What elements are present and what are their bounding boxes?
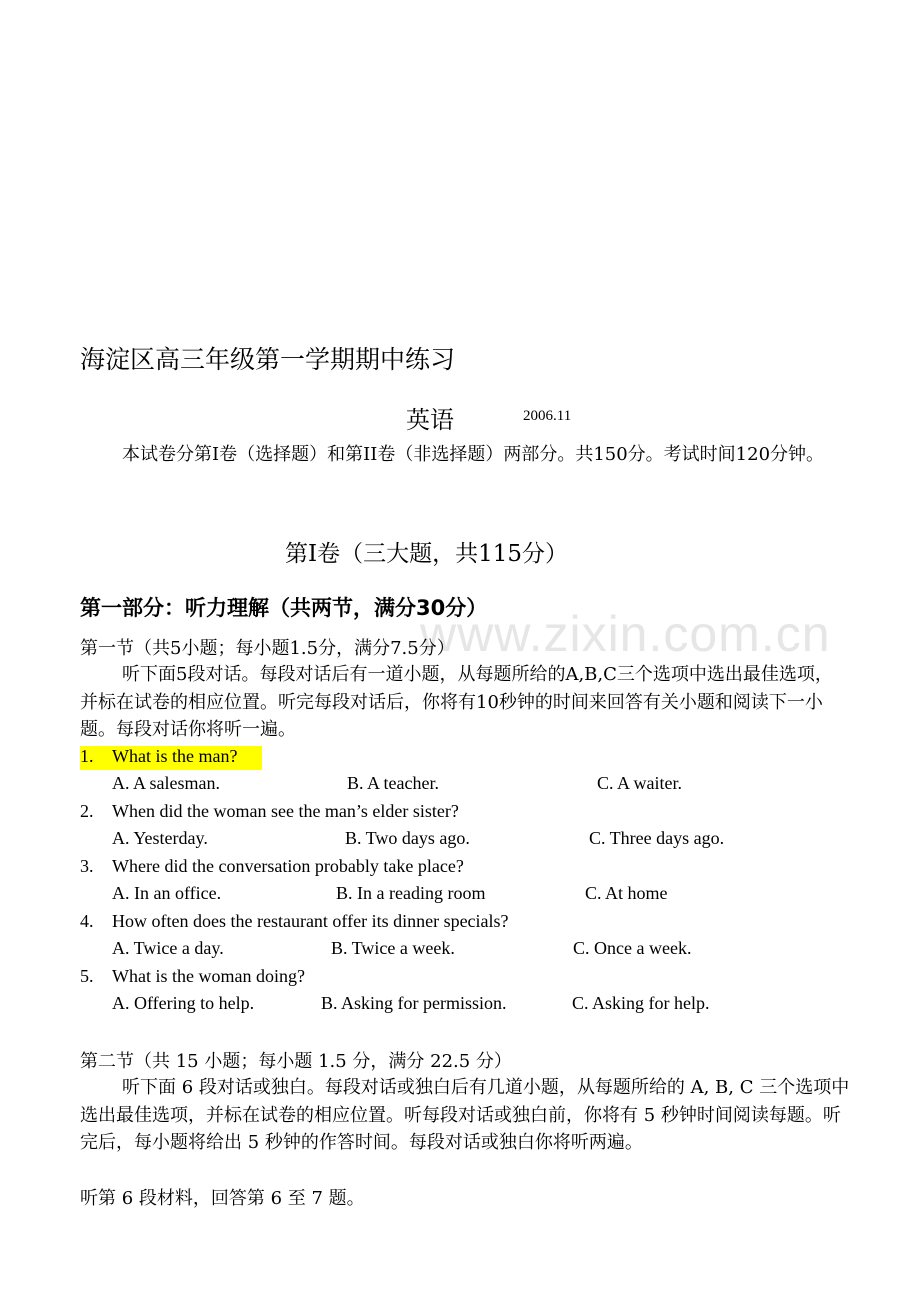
material-line: 听第 6 段材料，回答第 6 至 7 题。 [80,1188,365,1209]
question-text: How often does the restaurant offer its dinner specials? [112,911,509,931]
option-a: A. In an office. [112,883,222,903]
question-number: 5. [80,966,94,986]
section2-instructions: 听下面 6 段对话或独白。每段对话或独白后有几道小题，从每题所给的 A, B, C 三个选项中选出最佳选项，并标在试卷的相应位置。听每段对话或独白前，你将有 5 秒钟时间阅读每题。听完后，每小题将给出 5 秒钟的作答时间。每段对话或独白你将听两遍。 [80,1077,850,1153]
question-text: What is the woman doing? [112,966,305,986]
option-a: A. Offering to help. [112,993,255,1013]
option-b: B. Asking for permission. [321,993,507,1013]
question-text: When did the woman see the man’s elder sister? [112,801,459,821]
question-text: What is the man? [112,746,238,766]
option-a: A. Yesterday. [112,828,208,848]
section1-instructions: 听下面5段对话。每段对话后有一道小题，从每题所给的A,B,C三个选项中选出最佳选项，并标在试卷的相应位置。听完每段对话后，你将有10秒钟的时间来回答有关小题和阅读下一小题。每段对话你将听一遍。 [80,664,833,740]
option-c: C. Asking for help. [572,993,710,1013]
option-c: C. Three days ago. [589,828,725,848]
question-number: 1. [80,746,94,766]
intro-paragraph: 本试卷分第I卷（选择题）和第II卷（非选择题）两部分。共150分。考试时间120分钟。 [122,444,825,465]
exam-title: 海淀区高三年级第一学期期中练习 [80,345,456,374]
option-c: C. Once a week. [573,938,692,958]
option-b: B. Two days ago. [345,828,470,848]
option-a: A. A salesman. [112,773,220,793]
exam-date: 2006.11 [523,408,572,424]
question-number: 4. [80,911,94,931]
part1-title: 第一部分：听力理解（共两节，满分30分） [80,596,488,620]
option-b: B. Twice a week. [331,938,455,958]
volume-title: 第I卷（三大题，共115分） [285,541,568,567]
watermark: www.zixin.com.cn [420,606,831,662]
question-text: Where did the conversation probably take place? [112,856,464,876]
subject-label: 英语 [406,406,454,434]
question-number: 2. [80,801,94,821]
question-number: 3. [80,856,94,876]
section1-heading: 第一节（共5小题；每小题1.5分，满分7.5分） [80,638,455,659]
option-a: A. Twice a day. [112,938,224,958]
option-b: B. In a reading room [336,883,486,903]
option-c: C. At home [585,883,668,903]
option-c: C. A waiter. [597,773,682,793]
option-b: B. A teacher. [347,773,439,793]
section2-heading: 第二节（共 15 小题；每小题 1.5 分，满分 22.5 分） [80,1051,512,1072]
